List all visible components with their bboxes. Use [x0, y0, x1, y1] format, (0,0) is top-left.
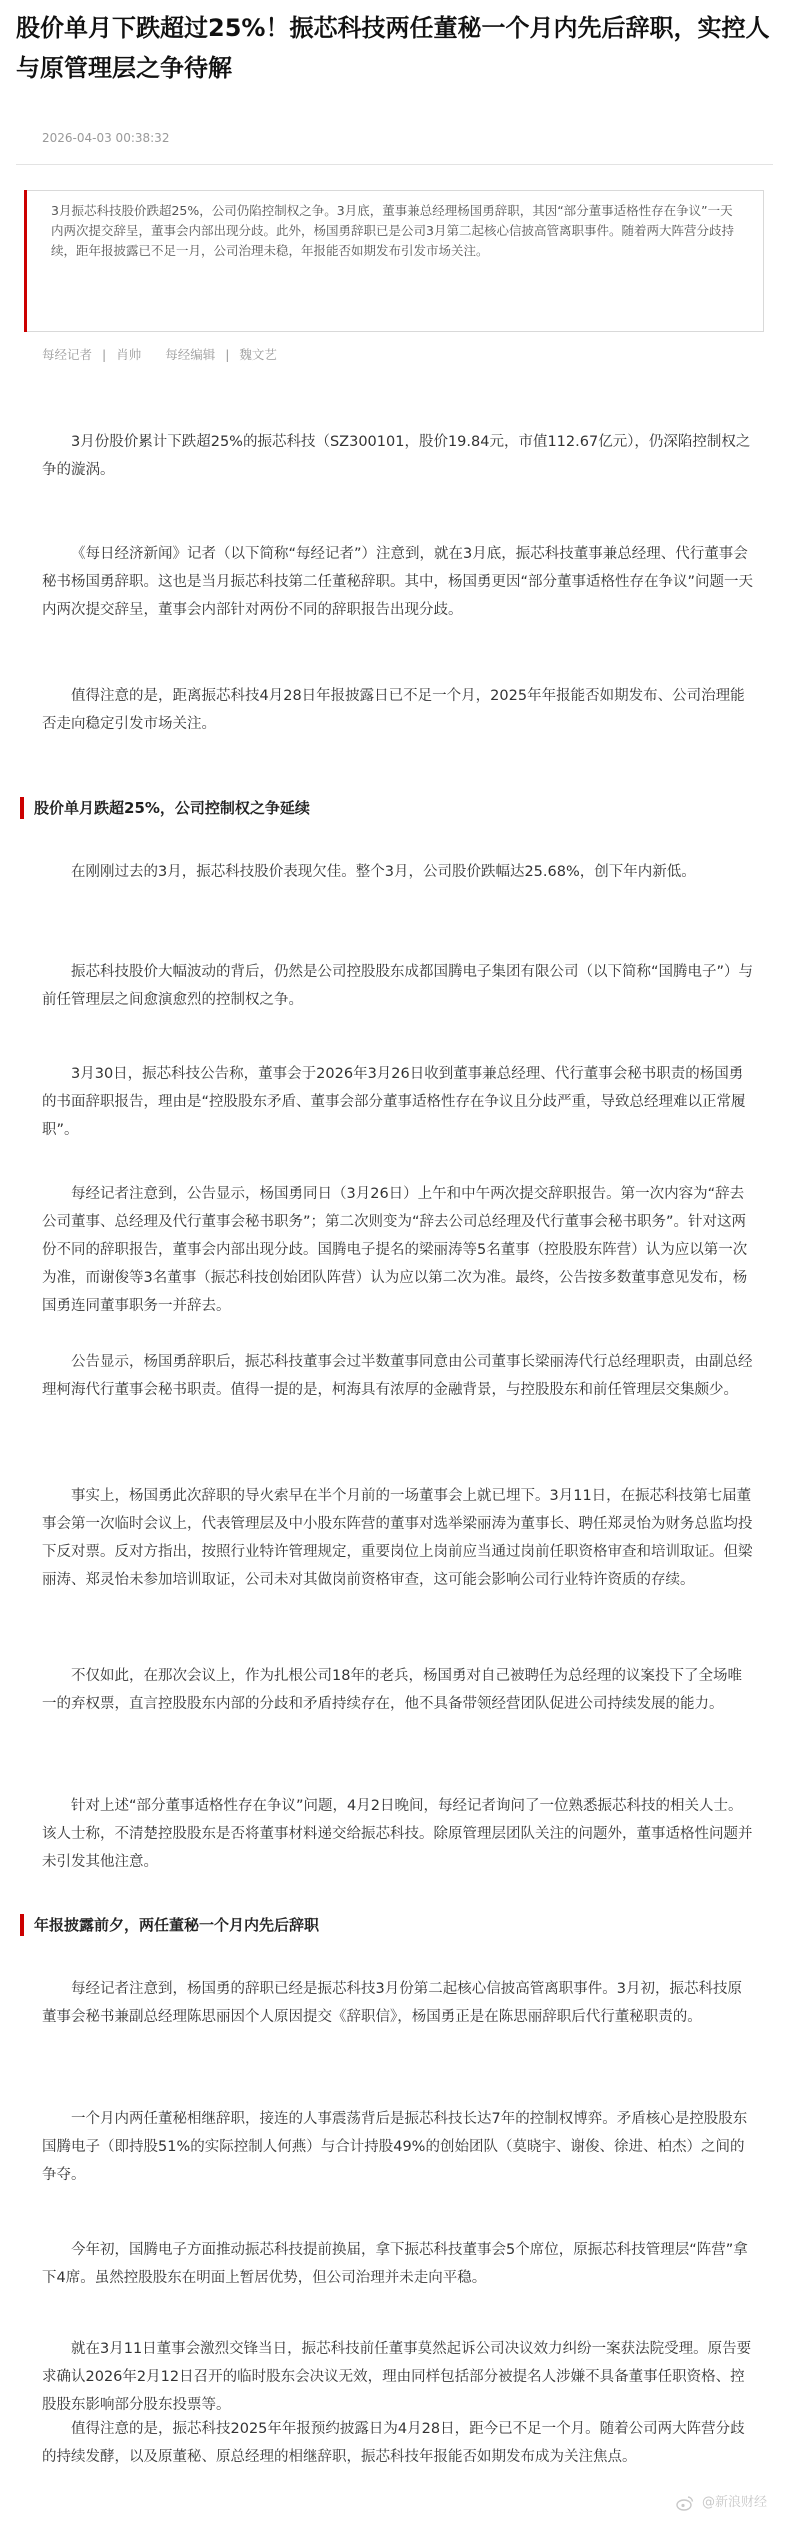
watermark: [676, 2491, 767, 2511]
publish-date: 2026-04-03 00:38:32: [42, 131, 170, 145]
paragraph: 值得注意的是，距离振芯科技4月28日年报披露日已不足一个月，2025年年报能否如期发布、公司治理能否走向稳定引发市场关注。: [42, 688, 745, 732]
paragraph: 每经记者注意到，杨国勇的辞职已经是振芯科技3月份第二起核心信披高管离职事件。3月初，振芯科技原董事会秘书兼副总经理陈思丽因个人原因提交《辞职信》，杨国勇正是在陈思丽辞职后代行董秘职责的。: [42, 1981, 742, 2025]
paragraph: 就在3月11日董事会激烈交锋当日，振芯科技前任董事莫然起诉公司决议效力纠纷一案获法院受理。原告要求确认2026年2月12日召开的临时股东会决议无效，理由同样包括部分被提名人涉嫌不具备董事任职资格、控股股东影响部分股东投票等。: [42, 2341, 752, 2413]
section-accent-bar: [20, 797, 24, 819]
paragraph: 公告显示，杨国勇辞职后，振芯科技董事会过半数董事同意由公司董事长梁丽涛代行总经理职责，由副总经理柯海代行董事会秘书职责。值得一提的是，柯海具有浓厚的金融背景，与控股股东和前任管理层交集颇少。: [42, 1354, 753, 1398]
byline-separator: |: [102, 347, 107, 362]
byline: [42, 345, 283, 363]
reporter-name: 肖帅: [116, 347, 142, 362]
editor-name: 魏文艺: [239, 347, 277, 362]
section-heading: [20, 795, 760, 821]
section-title: 年报披露前夕，两任董秘一个月内先后辞职: [34, 1916, 320, 1934]
divider: [16, 164, 773, 165]
paragraph: 每经记者注意到，公告显示，杨国勇同日（3月26日）上午和中午两次提交辞职报告。第一次内容为“辞去公司董事、总经理及代行董事会秘书职务”；第二次则变为“辞去公司总经理及代行董事会秘书职务”。针对这两份不同的辞职报告，董事会内部出现分歧。国腾电子提名的梁丽涛等5名董事（控股股东阵营）认为应以第一次为准，而谢俊等3名董事（振芯科技创始团队阵营）认为应以第二次为准。最终，公告按多数董事意见发布，杨国勇连同董事职务一并辞去。: [42, 1186, 748, 1314]
paragraph: 3月30日，振芯科技公告称，董事会于2026年3月26日收到董事兼总经理、代行董事会秘书职责的杨国勇的书面辞职报告，理由是“控股股东矛盾、董事会部分董事适格性存在争议且分歧严重，导致总经理难以正常履职”。: [42, 1066, 746, 1138]
paragraph: 今年初，国腾电子方面推动振芯科技提前换届，拿下振芯科技董事会5个席位，原振芯科技管理层“阵营”拿下4席。虽然控股股东在明面上暂居优势，但公司治理并未走向平稳。: [42, 2242, 748, 2286]
summary-box: [24, 190, 764, 332]
weibo-logo-icon: [676, 2495, 694, 2511]
reporter-label: 每经记者: [42, 347, 93, 362]
watermark-text: @新浪财经: [701, 2495, 767, 2510]
paragraph: 在刚刚过去的3月，振芯科技股价表现欠佳。整个3月，公司股价跌幅达25.68%，创下年内新低。: [71, 864, 696, 880]
summary-text: 3月振芯科技股价跌超25%，公司仍陷控制权之争。3月底，董事兼总经理杨国勇辞职，其因“部分董事适格性存在争议”一天内两次提交辞呈，董事会内部出现分歧。此外，杨国勇辞职已是公司3月第二起核心信披高管离职事件。随着两大阵营分歧持续，距年报披露已不足一月，公司治理未稳，年报能否如期发布引发市场关注。: [51, 203, 734, 258]
section-heading: [20, 1912, 760, 1938]
paragraph: 值得注意的是，振芯科技2025年年报预约披露日为4月28日，距今已不足一个月。随着公司两大阵营分歧的持续发酵，以及原董秘、原总经理的相继辞职，振芯科技年报能否如期发布成为关注焦点。: [42, 2421, 745, 2465]
byline-separator: |: [225, 347, 230, 362]
paragraph: 一个月内两任董秘相继辞职，接连的人事震荡背后是振芯科技长达7年的控制权博弈。矛盾核心是控股股东国腾电子（即持股51%的实际控制人何燕）与合计持股49%的创始团队（莫晓宇、谢俊、徐进、柏杰）之间的争夺。: [42, 2111, 748, 2183]
section-title: 股价单月跌超25%，公司控制权之争延续: [34, 799, 310, 817]
paragraph: 振芯科技股价大幅波动的背后，仍然是公司控股股东成都国腾电子集团有限公司（以下简称“国腾电子”）与前任管理层之间愈演愈烈的控制权之争。: [42, 964, 754, 1008]
paragraph: 事实上，杨国勇此次辞职的导火索早在半个月前的一场董事会上就已埋下。3月11日，在振芯科技第七届董事会第一次临时会议上，代表管理层及中小股东阵营的董事对选举梁丽涛为董事长、聘任郑灵怡为财务总监均投下反对票。反对方指出，按照行业特许管理规定，重要岗位上岗前应当通过岗前任职资格审查和培训取证。但梁丽涛、郑灵怡未参加培训取证，公司未对其做岗前资格审查，这可能会影响公司行业特许资质的存续。: [42, 1488, 753, 1588]
paragraph: 3月份股价累计下跌超25%的振芯科技（SZ300101，股价19.84元，市值112.67亿元），仍深陷控制权之争的漩涡。: [42, 434, 751, 478]
paragraph: 《每日经济新闻》记者（以下简称“每经记者”）注意到，就在3月底，振芯科技董事兼总经理、代行董事会秘书杨国勇辞职。这也是当月振芯科技第二任董秘辞职。其中，杨国勇更因“部分董事适格性存在争议”问题一天内两次提交辞呈，董事会内部针对两份不同的辞职报告出现分歧。: [42, 546, 754, 618]
summary-accent-bar: [24, 190, 27, 332]
article-title: 股价单月下跌超过25%！振芯科技两任董秘一个月内先后辞职，实控人与原管理层之争待解: [16, 14, 770, 82]
paragraph: 针对上述“部分董事适格性存在争议”问题，4月2日晚间，每经记者询问了一位熟悉振芯科技的相关人士。该人士称，不清楚控股股东是否将董事材料递交给振芯科技。除原管理层团队关注的问题外，董事适格性问题并未引发其他注意。: [42, 1798, 753, 1870]
paragraph: 不仅如此，在那次会议上，作为扎根公司18年的老兵，杨国勇对自己被聘任为总经理的议案投下了全场唯一的弃权票，直言控股股东内部的分歧和矛盾持续存在，他不具备带领经营团队促进公司持续发展的能力。: [42, 1668, 742, 1712]
editor-label: 每经编辑: [165, 347, 216, 362]
section-accent-bar: [20, 1914, 24, 1936]
